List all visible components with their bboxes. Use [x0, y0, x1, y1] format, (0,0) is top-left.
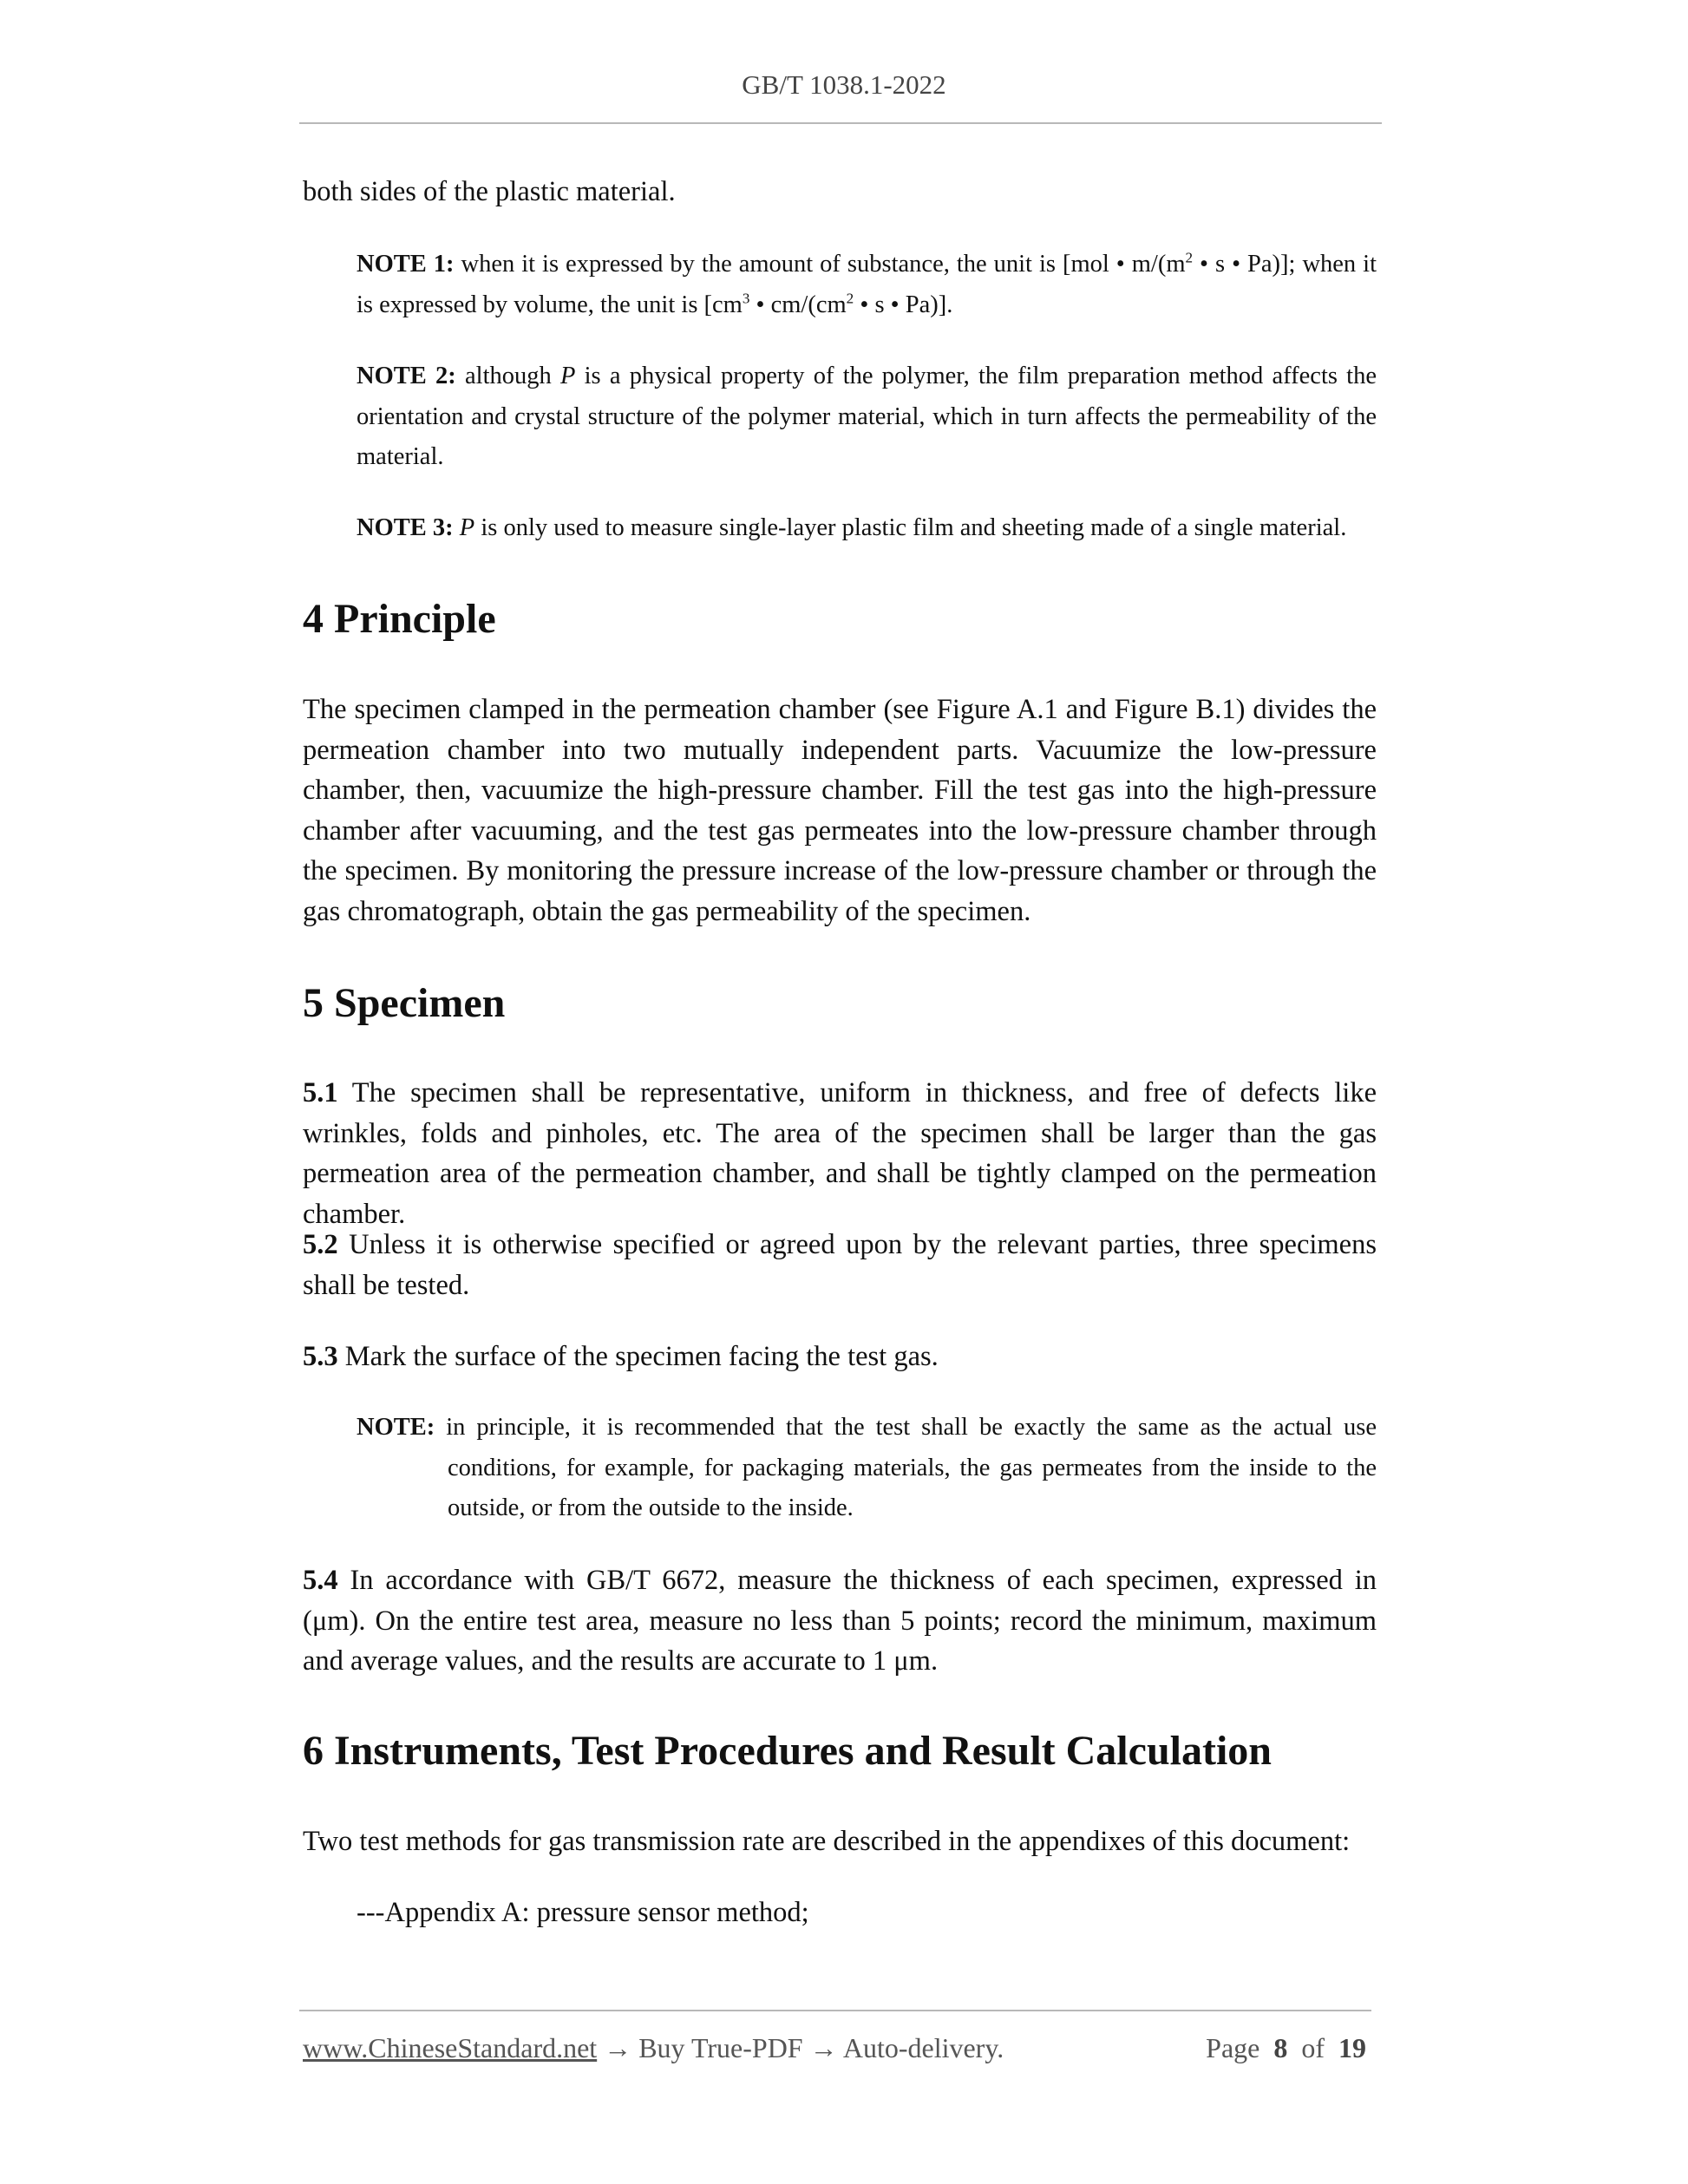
note-label: NOTE: — [357, 1414, 435, 1441]
note-1 — [357, 245, 1377, 325]
clause-5-3 — [303, 1337, 1377, 1377]
page-number: 8 — [1273, 2032, 1288, 2063]
clause-text: Mark the surface of the specimen facing the test gas. — [337, 1341, 939, 1372]
note-text-part: • s • Pa)]. — [854, 291, 953, 318]
clause-5-1 — [303, 1073, 1377, 1234]
appendix-list-item: ---Appendix A: pressure sensor method; — [357, 1897, 809, 1928]
page-footer — [303, 2032, 1366, 2064]
page-total: 19 — [1338, 2032, 1366, 2063]
clause-number: 5.4 — [303, 1565, 338, 1596]
clause-number: 5.1 — [303, 1077, 338, 1108]
superscript: 2 — [1185, 249, 1194, 266]
note-2 — [357, 356, 1377, 478]
note-text-part: is a physical property of the polymer, the film preparation method affects the orientation and crystal structure of the polymer material, which in turn affects the permeability of the material. — [357, 363, 1377, 470]
superscript: 2 — [846, 290, 854, 306]
note-text-part: although — [465, 363, 560, 389]
clause-text: Unless it is otherwise specified or agreed upon by the relevant parties, three specimens shall be tested. — [303, 1229, 1377, 1301]
section-4-heading: 4 Principle — [303, 596, 496, 642]
note-text-part: • s • Pa)]; when it is expressed by volume, the unit is [cm — [357, 251, 1377, 318]
page-word: Page — [1206, 2032, 1260, 2063]
clause-text: In accordance with GB/T 6672, measure the thickness of each specimen, expressed in (μm). On the entire test area, measure no less than 5 points; record the minimum, maximum and average values, and the results are accurate to 1 μm. — [303, 1565, 1377, 1677]
clause-number: 5.2 — [303, 1229, 338, 1260]
site-link[interactable]: www.ChineseStandard.net — [303, 2032, 598, 2063]
continuation-text: both sides of the plastic material. — [303, 176, 676, 207]
of-word: of — [1301, 2032, 1325, 2063]
page-indicator — [1206, 2032, 1366, 2064]
symbol-p: P — [459, 514, 475, 541]
section-4-body: The specimen clamped in the permeation chamber (see Figure A.1 and Figure B.1) divides the permeation chamber into two mutually independent parts. Vacuumize the low-pressure chamber, then, vacuumize the high-pressure chamber. Fill the test gas into the high-pressure chamber after vacuuming, and the test gas permeates into the low-pressure chamber through the specimen. By monitoring the pressure increase of the low-pressure chamber or through the gas chromatograph, obtain the gas permeability of the specimen. — [303, 694, 1377, 927]
footer-divider — [299, 2010, 1371, 2011]
symbol-p: P — [559, 363, 576, 389]
note-3 — [357, 508, 1377, 549]
note-5-3 — [357, 1408, 1377, 1529]
section-5-heading: 5 Specimen — [303, 980, 506, 1026]
note-label: NOTE 2: — [357, 363, 456, 389]
clause-5-2 — [303, 1225, 1377, 1305]
note-text: in principle, it is recommended that the test shall be exactly the same as the actual use conditions, for example, for packaging materials, the gas permeates from the inside to the outside, or from the outside to the inside. — [446, 1414, 1377, 1521]
note-label: NOTE 3: — [357, 514, 454, 541]
note-text-part: is only used to measure single-layer plastic film and sheeting made of a single material. — [474, 514, 1347, 541]
note-text-part: • cm/(cm — [749, 291, 847, 318]
clause-5-4 — [303, 1560, 1377, 1682]
clause-number: 5.3 — [303, 1341, 338, 1372]
section-6-heading: 6 Instruments, Test Procedures and Result Calculation — [303, 1728, 1272, 1774]
note-text-part: when it is expressed by the amount of substance, the unit is [mol • m/(m — [461, 251, 1186, 278]
section-6-body: Two test methods for gas transmission rate are described in the appendixes of this document: — [303, 1826, 1351, 1857]
note-label: NOTE 1: — [357, 251, 455, 278]
superscript: 3 — [742, 290, 750, 306]
clause-text: The specimen shall be representative, uniform in thickness, and free of defects like wrinkles, folds and pinholes, etc. The area of the specimen shall be larger than the gas permeation area of the permeation chamber, and shall be tightly clamped on the permeation chamber. — [303, 1077, 1377, 1230]
page-header: GB/T 1038.1-2022 — [742, 69, 946, 100]
footer-tagline: → Buy True-PDF → Auto-delivery. — [597, 2032, 1004, 2063]
header-divider — [299, 122, 1382, 124]
